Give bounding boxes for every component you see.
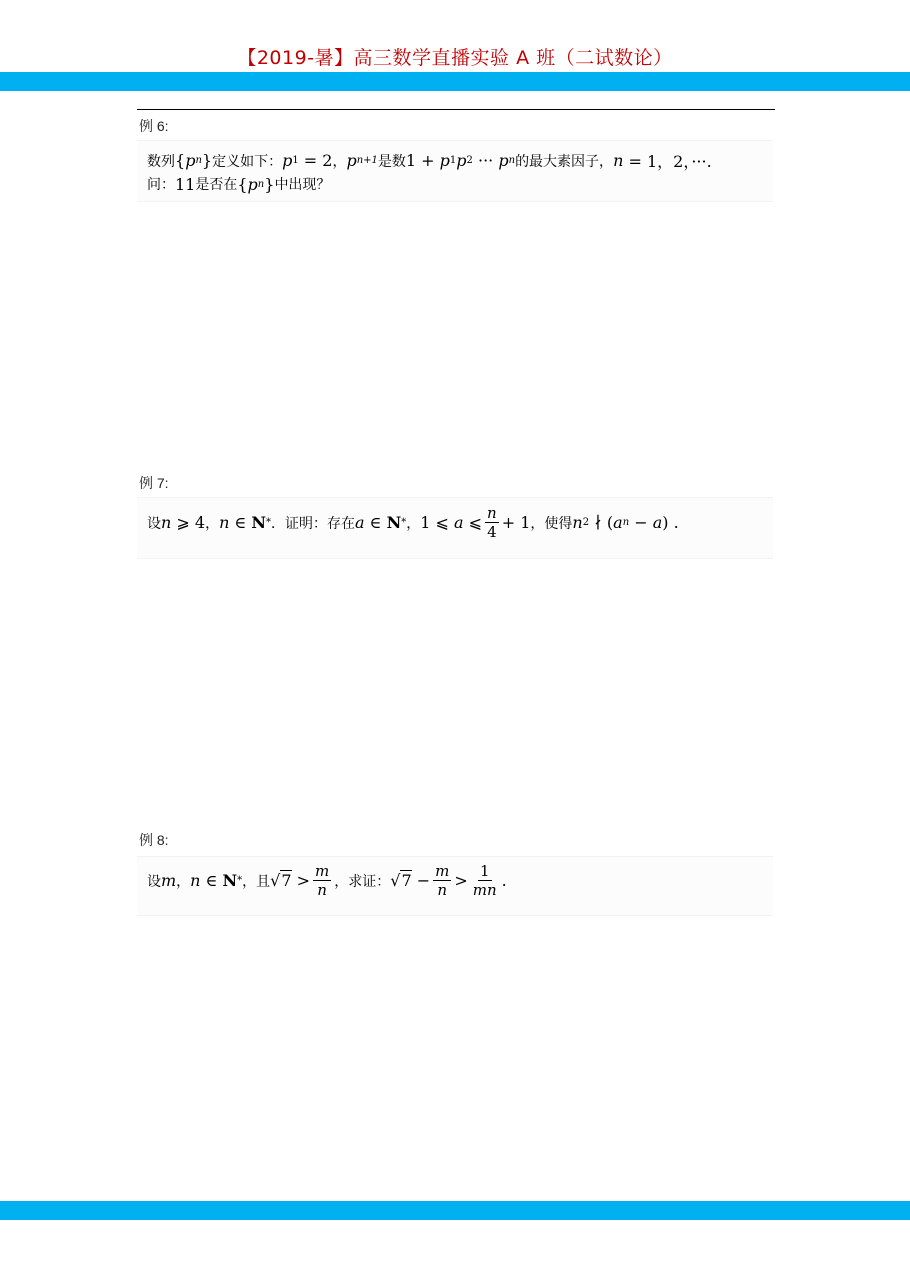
footer-bar — [0, 1201, 910, 1220]
header-title: 【2019-暑】高三数学直播实验 A 班（二试数论） — [237, 47, 673, 69]
example-6-line-1: 数列 { p n } 定义如下： p 1 = 2 ， p n+1 是数 1 + p 1 p 2 ··· p n 的最大素因子， n = 1，2，···. — [147, 151, 712, 171]
header-rule — [137, 109, 775, 110]
example-7-label: 例 7: — [139, 475, 169, 491]
example-6-label: 例 6: — [139, 118, 169, 134]
frac-m-over-n-2: $\frac{m}{n}$ — [435, 862, 450, 899]
example-6-line-2: 问： 11 是否在 { p n } 中出现？ — [147, 174, 331, 194]
example-8-line-1: 设 m ， n ∈ N * ，且 √7 > $\frac{m}{n}$ ，求证： √7 − $\frac{m}{n}$ > $\frac{1}{mn}$ . — [147, 862, 507, 899]
header-bar — [0, 72, 910, 91]
frac-m-over-n: $\frac{m}{n}$ — [315, 862, 330, 899]
example-8-label: 例 8: — [139, 832, 169, 848]
example-6-problem — [137, 140, 773, 202]
example-7-line-1: 设 n ⩾ 4 ， n ∈ N * ．证明：存在 a ∈ N * ， 1 ⩽ a ⩽ $\frac{n}{4}$ + 1 ，使得 n 2 ∤ ( a n − a ) . — [147, 504, 679, 541]
frac-1-over-mn: $\frac{1}{mn}$ — [472, 862, 497, 899]
example-7-problem — [137, 497, 773, 559]
example-8-problem — [137, 856, 773, 916]
frac-n-over-4: $\frac{n}{4}$ — [487, 504, 497, 541]
